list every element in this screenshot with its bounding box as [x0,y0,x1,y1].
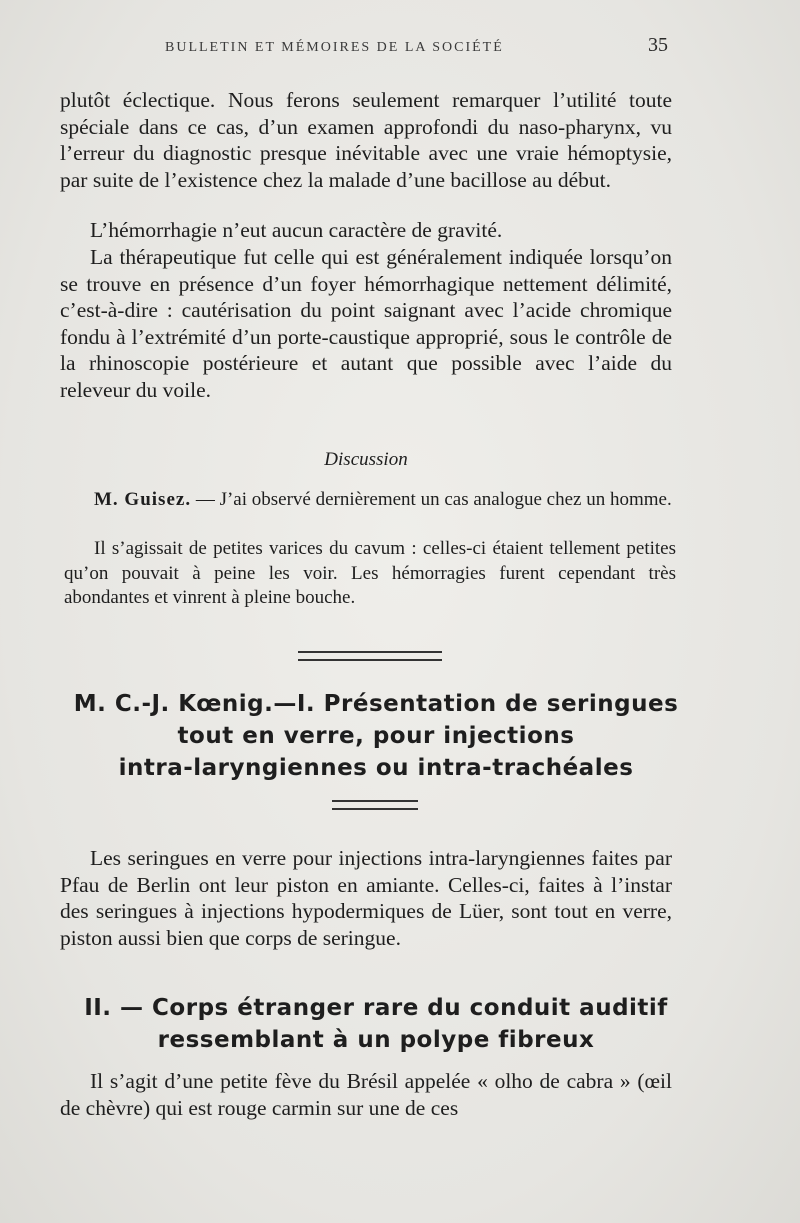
section-2-title [60,992,692,1056]
section-1-title-line-1: M. C.-J. Kœnig.—I. Présentation de seringues [73,691,679,717]
section-1-title-line-3: intra-laryngiennes ou intra-trachéales [118,755,634,781]
section-1-body: Les seringues en verre pour injections intra-laryngiennes faites par Pfau de Berlin ont leur piston en amiante. Celles-ci, faites à l’instar des seringues à injections hypodermiques de Lüer, sont tout en verre, piston aussi bien que corps de seringue. [60,846,672,950]
section-2-body: Il s’agit d’une petite fève du Brésil appelée « olho de cabra » (œil de chèvre) qui est rouge carmin sur une de ces [60,1069,672,1120]
discussion-paragraph-1 [64,488,676,513]
section-2-title-line-1: II. — Corps étranger rare du conduit auditif [84,995,668,1021]
section-1-title [60,688,692,784]
page-header [60,36,690,60]
section-2-title-line-2: ressemblant à un polype fibreux [157,1027,595,1053]
discussion-paragraph-2: Il s’agissait de petites varices du cavum : celles-ci étaient tellement petites qu’on pouvait à peine les voir. Les hémorragies furent cependant très abondantes et vinrent à pleine bouche. [64,538,676,608]
running-title: BULLETIN ET MÉMOIRES DE LA SOCIÉTÉ [165,40,504,55]
discussion-paragraph-1-text: — J’ai observé dernièrement un cas analogue chez un homme. [191,489,672,510]
section-1-title-line-2: tout en verre, pour injections [177,723,575,749]
section-separator [298,651,442,661]
paragraph-2: L’hémorrhagie n’eut aucun caractère de gravité. [90,218,503,242]
speaker-name: M. Guisez. [94,489,192,510]
page-number: 35 [648,34,668,56]
discussion-heading: Discussion [324,449,408,470]
paragraph-1: plutôt éclectique. Nous ferons seulement remarquer l’utilité toute spéciale dans ce cas, d’un examen approfondi du naso-pharynx, vu l’erreur du diagnostic presque inévitable avec une vraie hémoptysie, par suite de l’existence chez la malade d’une bacillose au début. [60,88,672,192]
paragraph-3: La thérapeutique fut celle qui est généralement indiquée lorsqu’on se trouve en présence d’un foyer hémorrhagique nettement délimité, c’est-à-dire : cautérisation du point saignant avec l’acide chromique fondu à l’extrémité d’un porte-caustique approprié, sous le contrôle de la rhinoscopie postérieure et autant que possible avec l’aide du releveur du voile. [60,245,672,402]
title-underline-rule [332,800,418,810]
